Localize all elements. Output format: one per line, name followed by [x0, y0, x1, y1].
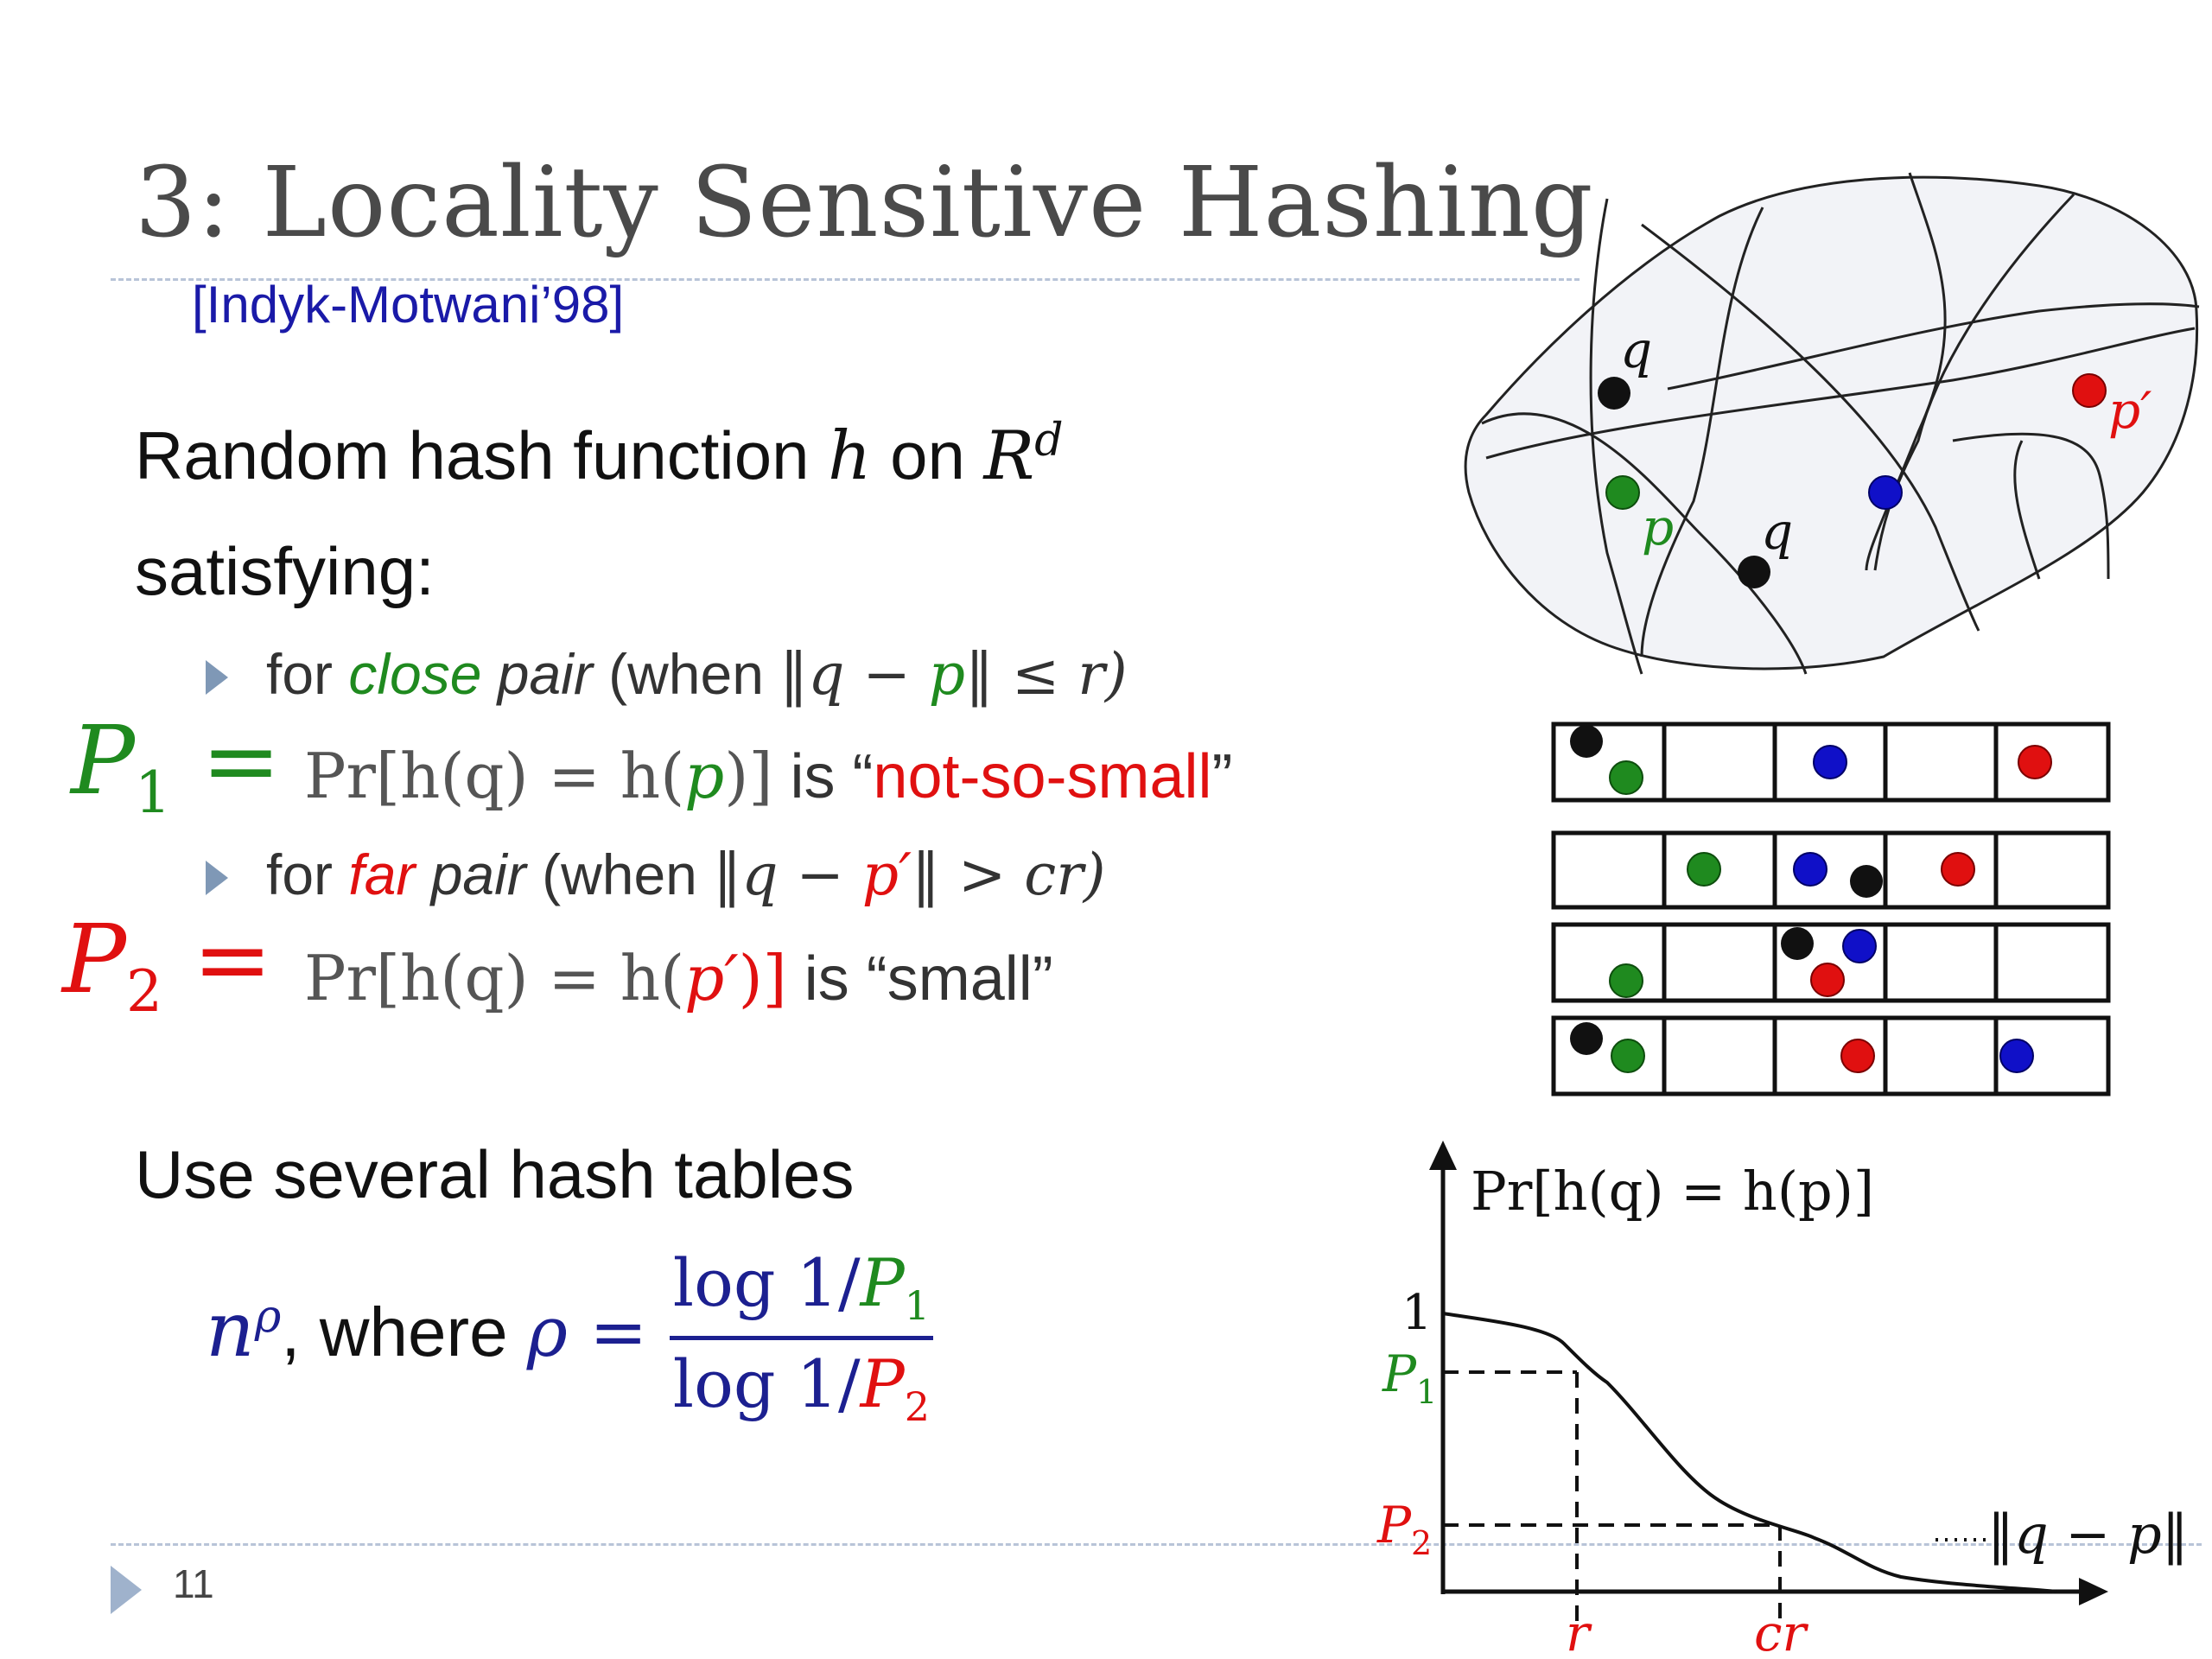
close-condition-tail: ‖ ≤ r): [965, 641, 1128, 708]
graph-p1-label: [1382, 1344, 1437, 1411]
hash-symbol: h: [828, 417, 872, 495]
rho-fraction: [670, 1244, 933, 1430]
hash-tables-diagram: [1547, 717, 2117, 1106]
rho-equals: =: [567, 1291, 670, 1372]
far-pair-bullet: [266, 842, 1106, 908]
p1-subscript: 1: [135, 760, 172, 826]
graph-p2-symbol: P: [1377, 1496, 1412, 1554]
p2-equation-label: [62, 904, 272, 1025]
rho-den-sub: 2: [904, 1383, 931, 1431]
far-point: [2073, 374, 2106, 407]
far-condition: ‖q −: [713, 842, 862, 908]
collision-probability-graph: [1365, 1132, 2212, 1659]
far-pair-word: pair: [415, 842, 526, 906]
bucket-dot-green: [1610, 964, 1643, 997]
bucket-dot-black: [1781, 927, 1814, 960]
rho-den-log: log 1/: [672, 1345, 861, 1423]
bucket-dot-green: [1611, 1039, 1644, 1072]
graph-p2-subscript: 2: [1411, 1524, 1433, 1562]
p1-is: is “: [772, 742, 874, 811]
real-space-symbol: R: [983, 417, 1035, 495]
rho-num-log: log 1/: [672, 1244, 861, 1321]
p1-formula: [304, 740, 1233, 812]
graph-ylabel: Pr[h(q) = h(p)]: [1471, 1160, 1875, 1223]
rho-num-P: P: [860, 1244, 905, 1321]
citation: [Indyk-Motwani’98]: [192, 276, 625, 334]
p2-formula-post: )]: [738, 942, 787, 1014]
intro-on: on: [871, 417, 984, 493]
footer-arrow-icon: [111, 1566, 142, 1614]
p1-formula-pre: Pr[h(q) = h(: [304, 740, 685, 812]
p1-formula-p: p: [684, 740, 725, 812]
bucket-dot-black: [1850, 865, 1883, 898]
rho-numerator: [670, 1244, 933, 1340]
bucket-dot-red: [1811, 963, 1844, 996]
rho-formula: [206, 1244, 933, 1430]
intro-prefix: Random hash function: [135, 417, 829, 493]
far-p: p′: [861, 842, 912, 908]
page-number: 11: [173, 1561, 214, 1606]
rho-where: , where: [281, 1293, 527, 1370]
far-for: for: [266, 842, 349, 906]
bucket-dot-blue: [1843, 930, 1876, 963]
dimension-symbol: d: [1034, 415, 1064, 467]
rho-exponent: ρ: [254, 1291, 282, 1344]
close-point: [1606, 476, 1639, 509]
space-partition-map: [1434, 164, 2212, 683]
bucket-dot-blue: [1794, 853, 1827, 886]
rho-denominator: [670, 1340, 933, 1430]
far-when: (when: [525, 842, 714, 906]
p1-formula-post: )]: [724, 740, 773, 812]
close-for: for: [266, 642, 349, 706]
rho-n: n: [206, 1284, 255, 1374]
map-outline: [1465, 177, 2197, 669]
slide-title: 3: Locality Sensitive Hashing: [135, 147, 1594, 259]
bullet-arrow-icon: [206, 861, 228, 895]
close-condition: ‖q −: [779, 641, 929, 708]
graph-r-tick: r: [1566, 1604, 1590, 1659]
p2-symbol: P: [62, 904, 127, 1014]
p1-equation-label: [71, 705, 281, 826]
graph-xlabel: ‖q − p‖: [1987, 1503, 2189, 1566]
collision-curve: [1443, 1313, 2056, 1592]
graph-p1-subscript: 1: [1416, 1373, 1438, 1411]
p2-formula-pre: Pr[h(q) = h(: [304, 942, 685, 1014]
p1-quote: not-so-small: [873, 742, 1212, 811]
query-point-1: [1598, 377, 1630, 410]
p-label: p: [1642, 498, 1675, 556]
bucket-dot-black: [1570, 1022, 1603, 1055]
p2-formula-p: p′: [684, 942, 739, 1014]
bucket-dot-red: [1841, 1039, 1874, 1072]
bucket-dot-red: [2018, 746, 2051, 779]
graph-p1-symbol: P: [1382, 1344, 1417, 1403]
bucket-dot-blue: [2000, 1039, 2033, 1072]
y-axis-arrow-icon: [1429, 1141, 1457, 1170]
close-p: p: [928, 641, 966, 708]
p1-symbol: P: [71, 705, 136, 816]
graph-cr-tick: cr: [1754, 1604, 1807, 1659]
bucket-dot-green: [1688, 853, 1720, 886]
close-pair-word: pair: [481, 642, 593, 706]
p2-subscript: 2: [126, 958, 163, 1025]
blue-point: [1869, 476, 1902, 509]
q-label-1: q: [1620, 321, 1653, 379]
intro-line-1: [135, 415, 1064, 495]
bucket-dot-blue: [1814, 746, 1847, 779]
bucket-dot-black: [1570, 725, 1603, 758]
p2-formula: [304, 942, 1053, 1014]
p2-equals: =: [162, 904, 273, 1014]
close-word: close: [348, 642, 482, 706]
q-label-2: q: [1761, 502, 1794, 561]
rho-den-P: P: [860, 1345, 905, 1423]
bullet-arrow-icon: [206, 660, 228, 695]
p2-is: is “small”: [786, 944, 1053, 1014]
bucket-dot-green: [1610, 761, 1643, 794]
close-pair-bullet: [266, 641, 1128, 708]
p-prime-label: p′: [2108, 381, 2152, 440]
intro-line-2: satisfying:: [135, 533, 435, 609]
x-axis-arrow-icon: [2079, 1578, 2108, 1605]
rho-symbol: ρ: [526, 1291, 568, 1372]
hash-tables-text: Use several hash tables: [135, 1136, 855, 1212]
hash-table-2: [1554, 833, 2108, 907]
far-condition-tail: ‖ > cr): [911, 842, 1106, 908]
far-word: far: [348, 842, 416, 906]
close-when: (when: [592, 642, 780, 706]
p1-quote-end: ”: [1211, 742, 1233, 811]
rho-num-sub: 1: [904, 1282, 931, 1330]
graph-y-tick-1: 1: [1402, 1285, 1433, 1341]
p1-equals: =: [171, 705, 282, 816]
bucket-dot-red: [1942, 853, 1974, 886]
graph-p2-label: [1376, 1496, 1432, 1562]
